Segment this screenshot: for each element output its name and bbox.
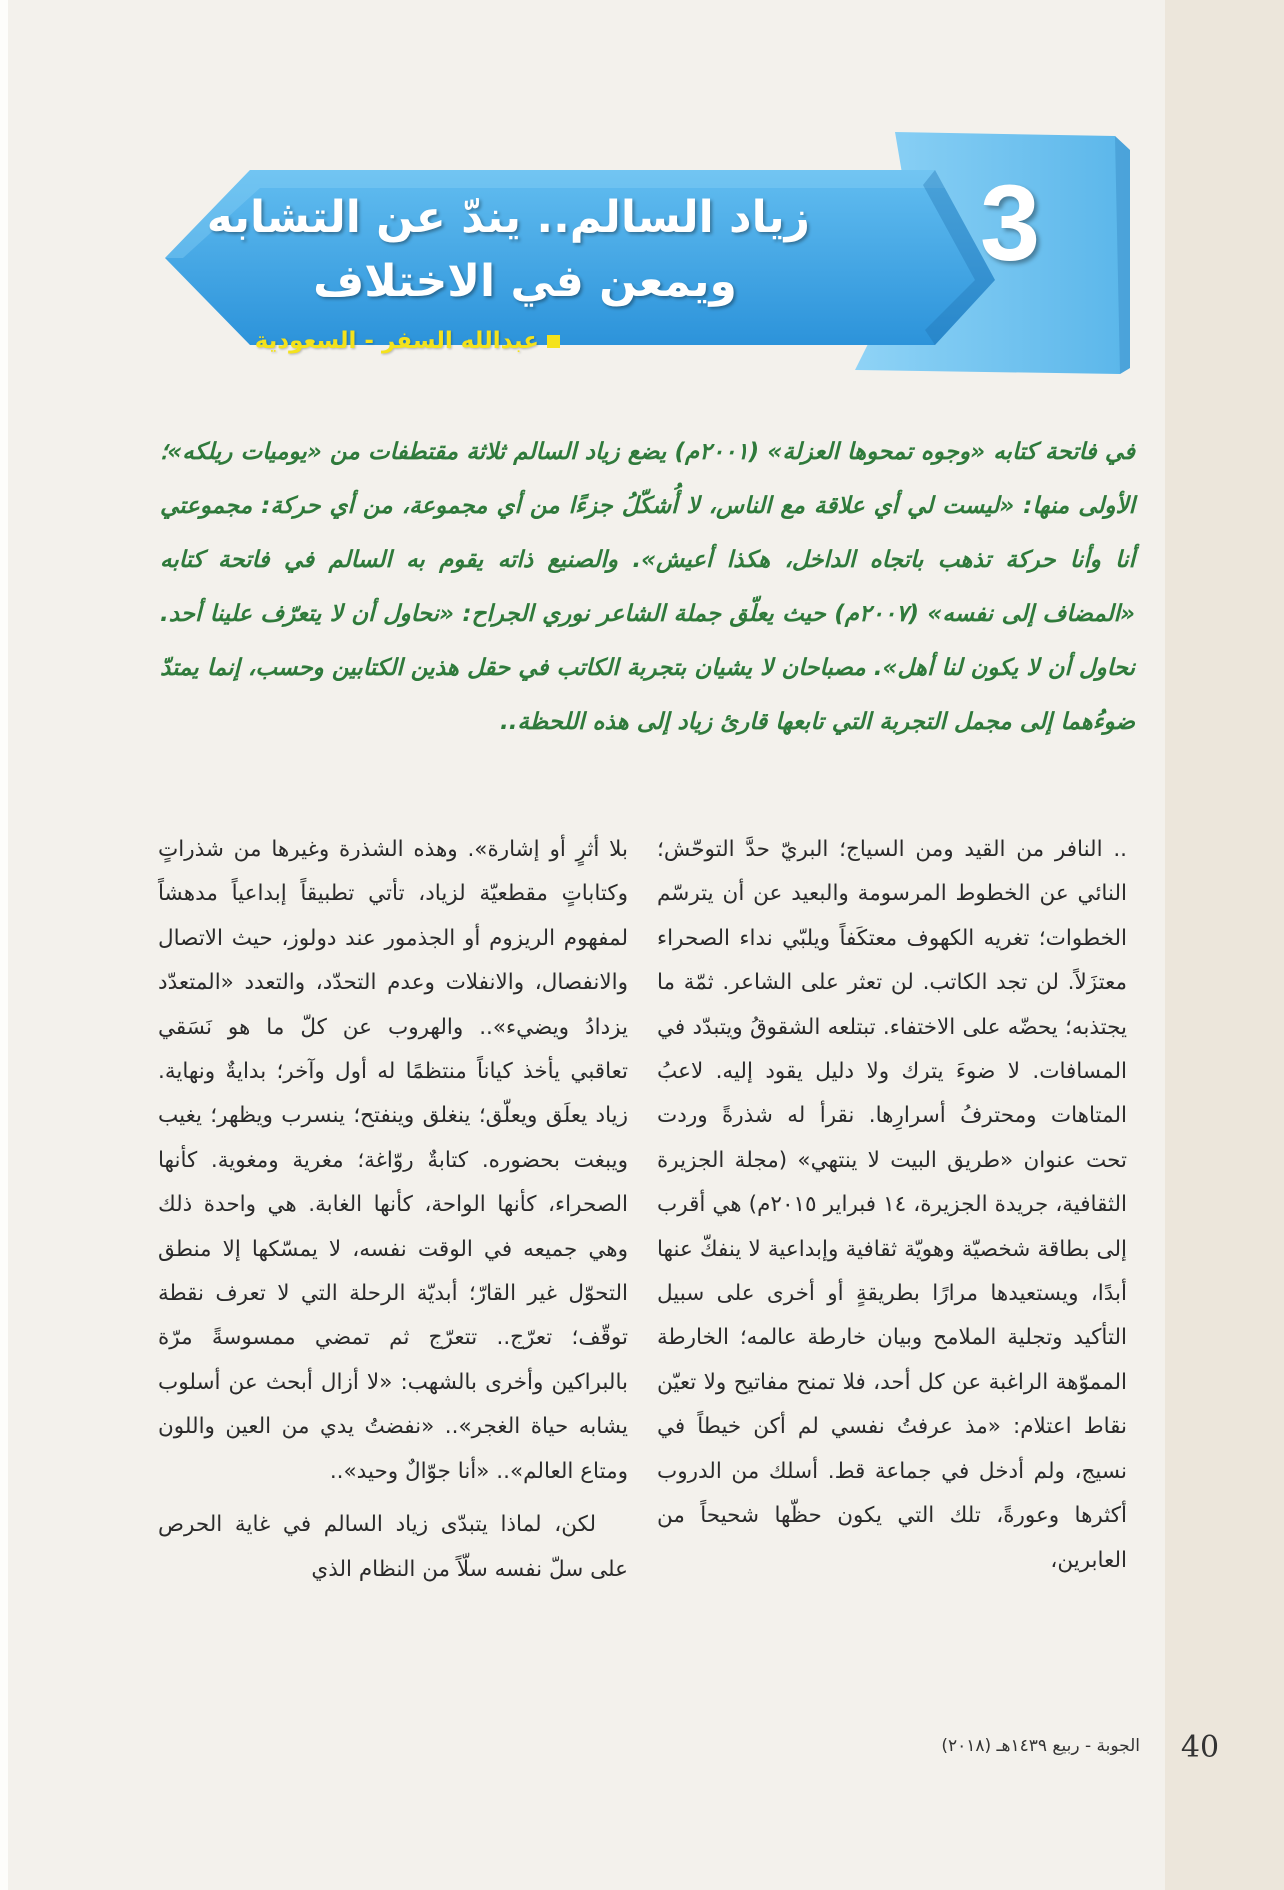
page-number-strip	[1165, 0, 1284, 1890]
body-column-right	[657, 828, 1127, 1583]
article-title	[206, 186, 810, 314]
article-number: 3	[979, 162, 1041, 283]
body-column-left	[158, 828, 628, 1592]
bullet-square-icon	[547, 335, 560, 348]
article-intro: في فاتحة كتابه «وجوه تمحوها العزلة» (٢٠٠١م) يضع زياد السالم ثلاثة مقتطفات من «يوميات ريلكه»؛ الأولى منها: «ليست لي أي علاقة مع الناس، لا أُشكّلُ جزءًا من أي مجموعة، من أي حركة: مجموعتي أنا وأنا حركة تذهب باتجاه الداخل، هكذا أعيش». والصنيع ذاته يقوم به السالم في فاتحة كتابه «المضاف إلى نفسه» (٢٠٠٧م) حيث يعلّق جملة الشاعر نوري الجراح: «نحاول أن لا يتعرّف علينا أحد. نحاول أن لا يكون لنا أهل». مصباحان لا يشيان بتجربة الكاتب في حقل هذين الكتابين وحسب، إنما يمتدّ ضوءُهما إلى مجمل التجربة التي تابعها قارئ زياد إلى هذه اللحظة..	[160, 439, 1135, 735]
article-title-line2: ويمعن في الاختلاف	[313, 256, 737, 307]
article-author	[220, 326, 560, 356]
body-paragraph: .. النافر من القيد ومن السياج؛ البريّ حدَّ التوحّش؛ النائي عن الخطوط المرسومة والبعيد عن أن يترسّم الخطوات؛ تغريه الكهوف معتكَفاً ويلبّي نداء الصحراء معتزَلاً. لن تجد الكاتب. لن تعثر على الشاعر. ثمّة ما يجتذبه؛ يحضّه على الاختفاء. تبتلعه الشقوقُ ويتبدّد في المسافات. لا ضوءَ يترك ولا دليل يقود إليه. لاعبُ المتاهات ومحترفُ أسرارِها. نقرأ له شذرةً وردت تحت عنوان «طريق البيت لا ينتهي» (مجلة الجزيرة الثقافية، جريدة الجزيرة، ١٤ فبراير ٢٠١٥م) هي أقرب إلى بطاقة شخصيّة وهويّة ثقافية وإبداعية لا ينفكّ عنها أبدًا، ويستعيدها مرارًا بطريقةٍ أو أخرى على سبيل التأكيد وتجلية الملامح وبيان خارطة عالمه؛ الخارطة المموّهة الراغبة عن كل أحد، فلا تمنح مفاتيح ولا تعيّن نقاط اعتلام: «مذ عرفتُ نفسي لم أكن خيطاً في نسيج، ولم أدخل في جماعة قط. أسلك من الدروب أكثرها وعورةً، تلك التي يكون حظّها شحيحاً من العابرين،	[657, 837, 1127, 1573]
article-title-line1: زياد السالم.. يندّ عن التشابه	[206, 192, 810, 243]
body-paragraph: بلا أثرٍ أو إشارة». وهذه الشذرة وغيرها من شذراتٍ وكتاباتٍ مقطعيّة لزياد، تأتي تطبيقاً إبداعياً مدهشاً لمفهوم الريزوم أو الجذمور عند دولوز، حيث الاتصال والانفصال، والانفلات وعدم التحدّد، والتعدد «المتعدّد يزدادُ ويضيء».. والهروب عن كلّ ما هو نَسَقي تعاقبي يأخذ كياناً منتظمًا له أول وآخر؛ بدايةٌ ونهاية. زياد يعلَق ويعلّق؛ ينغلق وينفتح؛ ينسرب ويظهر؛ يغيب ويبغت بحضوره. كتابةٌ روّاغة؛ مغرية ومغوية. كأنها الصحراء، كأنها الواحة، كأنها الغابة. هي واحدة ذلك وهي جميعه في الوقت نفسه، لا يمسّكها إلا منطق التحوّل غير القارّ؛ أبديّة الرحلة التي لا تعرف نقطة توقّف؛ تعرّج.. تتعرّج ثم تمضي ممسوسةً مرّة بالبراكين وأخرى بالشهب: «لا أزال أبحث عن أسلوب يشابه حياة الغجر».. «نفضتُ يدي من العين واللون ومتاع العالم».. «أنا جوّالٌ وحيد»..	[158, 837, 628, 1484]
issue-info: الجوبة - ربيع ١٤٣٩هـ (٢٠١٨)	[941, 1736, 1140, 1756]
page-number: 40	[1180, 1730, 1220, 1765]
author-name: عبدالله السفر - السعودية	[254, 328, 539, 354]
body-paragraph: لكن، لماذا يتبدّى زياد السالم في غاية الحرص على سلّ نفسه سلّاً من النظام الذي	[158, 1512, 628, 1582]
page-margin	[0, 0, 8, 1890]
